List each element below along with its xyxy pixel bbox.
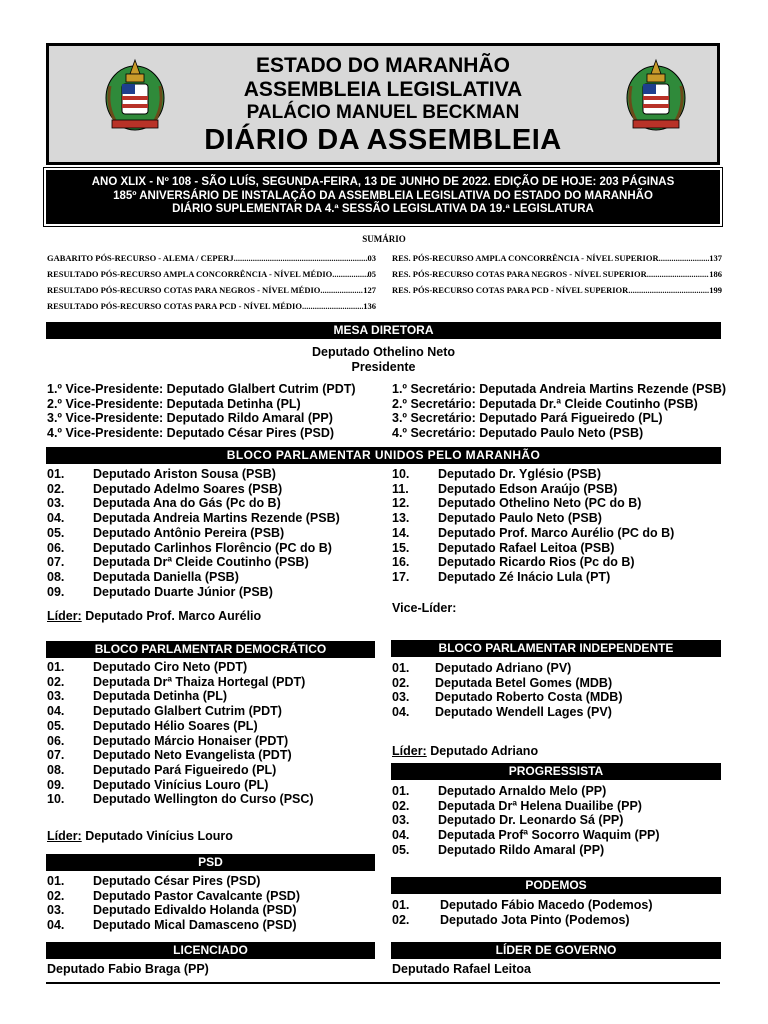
summary-entry-page: 127 — [363, 285, 376, 295]
list-item: 03. Deputado Dr. Leonardo Sá (PP) — [392, 813, 624, 828]
lider-governo-header: LÍDER DE GOVERNO — [391, 942, 721, 959]
list-item: 16. Deputado Ricardo Rios (Pc do B) — [392, 555, 635, 570]
summary-entry[interactable] — [392, 250, 722, 266]
bloco-unidos-vice-leader: Vice-Líder: — [392, 601, 457, 615]
summary-entry[interactable] — [392, 282, 722, 298]
bloco-unidos-right-list — [392, 467, 674, 585]
list-item: 02. Deputada Drª Helena Duailibe (PP) — [392, 798, 642, 813]
masthead-state: ESTADO DO MARANHÃO — [256, 54, 510, 77]
anniversary-line: 185º ANIVERSÁRIO DE INSTALAÇÃO DA ASSEMBLEIA LEGISLATIVA DO ESTADO DO MARANHÃO — [113, 189, 653, 202]
progressista-header: PROGRESSISTA — [391, 763, 721, 780]
summary-entry-page: 136 — [363, 301, 376, 311]
bloco-democratico-list — [47, 660, 314, 807]
summary-entry-label: RES. PÓS-RECURSO COTAS PARA NEGROS - NÍVEL SUPERIOR — [392, 269, 647, 279]
list-item: 01. Deputado Ariston Sousa (PSB) — [47, 467, 276, 481]
summary-entry-label: RES. PÓS-RECURSO COTAS PARA PCD - NÍVEL SUPERIOR — [392, 285, 629, 295]
list-item: 06. Deputado Márcio Honaiser (PDT) — [47, 733, 289, 748]
summary-entry-page: 05 — [367, 269, 376, 279]
secretary-entry: 4.º Secretário: Deputado Paulo Neto (PSB) — [392, 426, 644, 441]
vice-president-entry: 3.º Vice-Presidente: Deputado Rildo Amaral (PP) — [47, 411, 333, 426]
summary-entry-label: RES. PÓS-RECURSO AMPLA CONCORRÊNCIA - NÍVEL SUPERIOR — [392, 253, 659, 263]
bloco-democratico-header: BLOCO PARLAMENTAR DEMOCRÁTICO — [46, 641, 375, 658]
list-item: 01. Deputado Adriano (PV) — [392, 661, 572, 675]
list-item: 02. Deputado Adelmo Soares (PSB) — [47, 481, 283, 496]
list-item: 01. Deputado Fábio Macedo (Podemos) — [392, 898, 653, 912]
list-item: 07. Deputado Neto Evangelista (PDT) — [47, 748, 292, 763]
masthead-assembly: ASSEMBLEIA LEGISLATIVA — [243, 78, 523, 101]
summary-entry[interactable] — [392, 266, 722, 282]
list-item: 03. Deputada Detinha (PL) — [47, 689, 228, 704]
podemos-header: PODEMOS — [391, 877, 721, 894]
list-item: 04. Deputada Profª Socorro Waquim (PP) — [392, 828, 660, 843]
masthead — [46, 43, 720, 165]
list-item: 03. Deputado Edivaldo Holanda (PSD) — [47, 903, 297, 918]
summary-title: SUMÁRIO — [362, 234, 406, 244]
list-item: 10. Deputado Dr. Yglésio (PSB) — [392, 467, 601, 481]
summary-entry-page: 199 — [709, 285, 722, 295]
summary-entry-page: 186 — [709, 269, 722, 279]
summary-entry-page: 137 — [709, 253, 722, 263]
list-item: 02. Deputada Betel Gomes (MDB) — [392, 675, 613, 690]
secretary-entry: 3.º Secretário: Deputado Pará Figueiredo (PL) — [392, 411, 663, 426]
list-item: 04. Deputado Glalbert Cutrim (PDT) — [47, 704, 282, 719]
list-item: 06. Deputado Carlinhos Florêncio (PC do B) — [47, 540, 332, 555]
mesa-diretora-header: MESA DIRETORA — [46, 322, 721, 339]
list-item: 03. Deputado Roberto Costa (MDB) — [392, 690, 623, 705]
masthead-palace: PALÁCIO MANUEL BECKMAN — [246, 102, 520, 123]
bottom-divider — [46, 982, 720, 984]
edition-info-bar — [46, 170, 720, 224]
vice-president-entry: 4.º Vice-Presidente: Deputado César Pires (PSD) — [47, 426, 335, 441]
bloco-unidos-header: BLOCO PARLAMENTAR UNIDOS PELO MARANHÃO — [46, 447, 721, 464]
summary-right-column — [392, 250, 722, 298]
list-item: 11. Deputado Edson Araújo (PSB) — [392, 481, 618, 496]
list-item: 02. Deputado Jota Pinto (Podemos) — [392, 912, 630, 927]
summary-entry-label: RESULTADO PÓS-RECURSO AMPLA CONCORRÊNCIA - NÍVEL MÉDIO — [47, 269, 333, 279]
summary-entry-page: 03 — [367, 253, 376, 263]
psd-list — [47, 874, 300, 933]
list-item: 08. Deputado Pará Figueiredo (PL) — [47, 762, 277, 777]
summary-entry[interactable] — [47, 298, 376, 314]
list-item: 10. Deputado Wellington do Curso (PSC) — [47, 792, 314, 807]
list-item: 07. Deputada Drª Cleide Coutinho (PSB) — [47, 555, 309, 570]
bloco-unidos-leader: Líder: Deputado Prof. Marco Aurélio — [47, 609, 262, 623]
list-item: 17. Deputado Zé Inácio Lula (PT) — [392, 569, 611, 584]
masthead-title: DIÁRIO DA ASSEMBLEIA — [204, 124, 562, 156]
list-item: 05. Deputado Antônio Pereira (PSB) — [47, 525, 285, 540]
list-item: 09. Deputado Vinícius Louro (PL) — [47, 777, 269, 792]
vice-president-entry: 2.º Vice-Presidente: Deputada Detinha (PL) — [47, 396, 301, 411]
licenciado-name: Deputado Fabio Braga (PP) — [47, 962, 209, 976]
bloco-independente-list — [392, 661, 623, 720]
list-item: 04. Deputado Wendell Lages (PV) — [392, 705, 612, 720]
list-item: 04. Deputado Mical Damasceno (PSD) — [47, 918, 297, 933]
summary-entry-label: RESULTADO PÓS-RECURSO COTAS PARA PCD - NÍVEL MÉDIO — [47, 301, 302, 311]
edition-line: ANO XLIX - Nº 108 - SÃO LUÍS, SEGUNDA-FEIRA, 13 DE JUNHO DE 2022. EDIÇÃO DE HOJE: 203 PÁGINAS — [91, 176, 675, 188]
vice-presidents-list — [47, 382, 356, 441]
psd-header: PSD — [46, 854, 375, 871]
bloco-independente-header: BLOCO PARLAMENTAR INDEPENDENTE — [391, 640, 721, 657]
president-name: Deputado Othelino Neto — [311, 345, 456, 359]
summary-entry[interactable] — [47, 266, 376, 282]
bloco-unidos-left-list — [47, 467, 340, 599]
summary-entry-label: RESULTADO PÓS-RECURSO COTAS PARA NEGROS - NÍVEL MÉDIO — [47, 285, 321, 295]
summary-entry[interactable] — [47, 250, 376, 266]
vice-president-entry: 1.º Vice-Presidente: Deputado Glalbert Cutrim (PDT) — [47, 382, 356, 396]
licenciado-header: LICENCIADO — [46, 942, 375, 959]
list-item: 03. Deputada Ana do Gás (Pc do B) — [47, 496, 281, 511]
list-item: 15. Deputado Rafael Leitoa (PSB) — [392, 540, 615, 555]
summary-entry[interactable] — [47, 282, 376, 298]
secretaries-list — [392, 382, 726, 441]
list-item: 02. Deputado Pastor Cavalcante (PSD) — [47, 888, 300, 903]
summary-left-column — [47, 250, 376, 314]
secretary-entry: 2.º Secretário: Deputada Dr.ª Cleide Coutinho (PSB) — [392, 396, 698, 411]
list-item: 01. Deputado César Pires (PSD) — [47, 874, 261, 888]
list-item: 02. Deputada Drª Thaiza Hortegal (PDT) — [47, 674, 306, 689]
list-item: 08. Deputada Daniella (PSB) — [47, 569, 239, 584]
list-item: 14. Deputado Prof. Marco Aurélio (PC do B) — [392, 525, 675, 540]
list-item: 01. Deputado Ciro Neto (PDT) — [47, 660, 248, 674]
secretary-entry: 1.º Secretário: Deputada Andreia Martins Rezende (PSB) — [392, 382, 727, 396]
coat-of-arms-icon — [625, 56, 687, 136]
list-item: 13. Deputado Paulo Neto (PSB) — [392, 511, 602, 526]
bloco-independente-leader: Líder: Deputado Adriano — [392, 744, 539, 758]
session-line: DIÁRIO SUPLEMENTAR DA 4.ª SESSÃO LEGISLATIVA DA 19.ª LEGISLATURA — [172, 203, 594, 215]
list-item: 05. Deputado Hélio Soares (PL) — [47, 718, 258, 733]
list-item: 09. Deputado Duarte Júnior (PSB) — [47, 584, 273, 599]
list-item: 01. Deputado Arnaldo Melo (PP) — [392, 784, 607, 798]
lider-governo-name: Deputado Rafael Leitoa — [392, 962, 531, 976]
progressista-list — [392, 784, 660, 858]
bloco-democratico-leader: Líder: Deputado Vinícius Louro — [47, 829, 233, 843]
list-item: 05. Deputado Rildo Amaral (PP) — [392, 842, 605, 857]
list-item: 04. Deputada Andreia Martins Rezende (PSB) — [47, 511, 340, 526]
list-item: 12. Deputado Othelino Neto (PC do B) — [392, 496, 642, 511]
president-role: Presidente — [351, 360, 416, 374]
podemos-list — [392, 898, 653, 927]
summary-entry-label: GABARITO PÓS-RECURSO - ALEMA / CEPERJ — [47, 253, 234, 263]
